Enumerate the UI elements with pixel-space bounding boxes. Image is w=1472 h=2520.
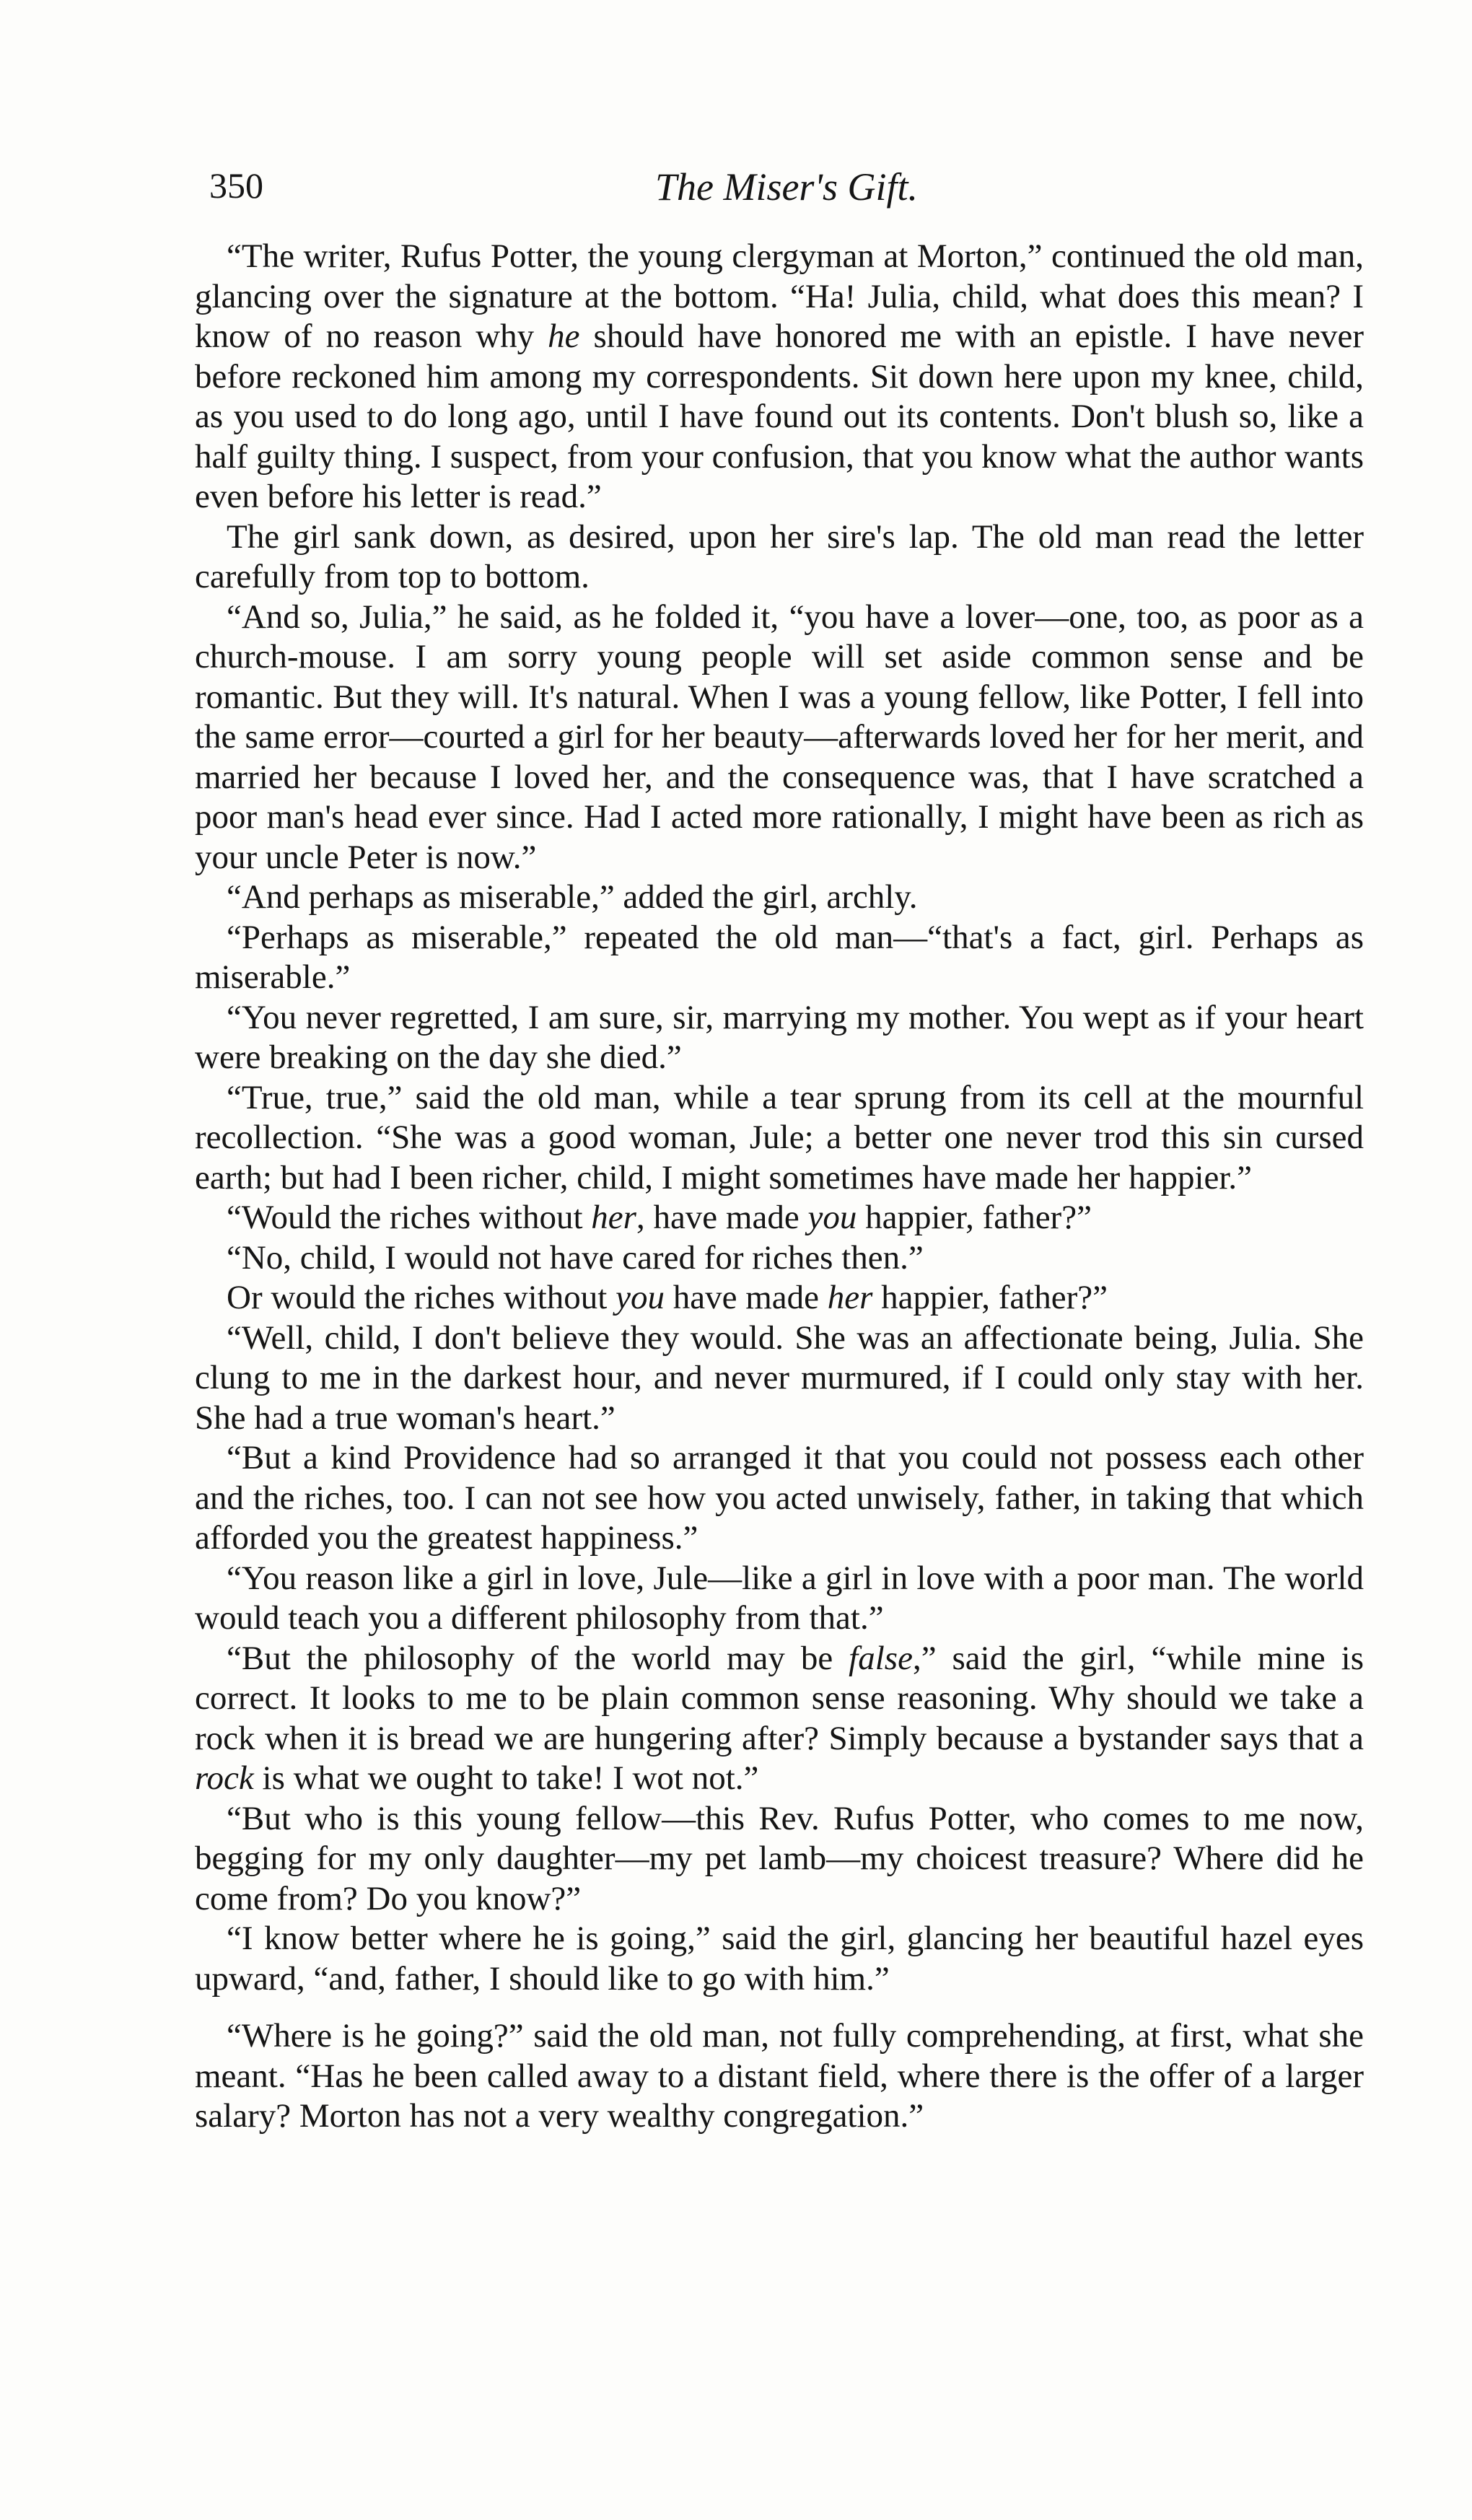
text-run: “You never regretted, I am sure, sir, marrying my mother. You wept as if your heart were breaking on the day she died.”: [195, 998, 1364, 1076]
text-run: “The writer, Rufus Potter, the young clergyman at Morton,” continued the old man, glancing over the signature at the bottom. “Ha! Julia, child, what does this mean? I know of no reason why: [195, 237, 1364, 355]
text-run: “Perhaps as miserable,” repeated the old man—“that's a fact, girl. Perhaps as miserable.”: [195, 918, 1364, 996]
emphasized-text: you: [807, 1199, 857, 1236]
text-run: “True, true,” said the old man, while a tear sprung from its cell at the mournful recollection. “She was a good woman, Jule; a better one never trod this sin cursed earth; but had I been richer, child, I might sometimes have made her happier.”: [195, 1078, 1364, 1196]
text-run: should have honored me with an epistle. I have never before reckoned him among my correspondents. Sit down here upon my knee, child, as you used to do long ago, until I have found out its contents. Don't blush so, like a half guilty thing. I suspect, from your confusion, that you know what the author wants even before his letter is read.”: [195, 318, 1364, 515]
text-run: have made: [664, 1279, 828, 1316]
running-head: [209, 165, 1364, 222]
emphasized-text: her: [591, 1199, 636, 1236]
page-number: 350: [209, 165, 263, 206]
text-run: “I know better where he is going,” said the girl, glancing her beautiful hazel eyes upward, “and, father, I should like to go with him.”: [195, 1920, 1364, 1998]
text-run: “You reason like a girl in love, Jule—like a girl in love with a poor man. The world would teach you a different philosophy from that.”: [195, 1559, 1364, 1637]
paragraph: [195, 1318, 1364, 1439]
text-run: happier, father?”: [872, 1279, 1108, 1316]
text-run: “Would the riches without: [227, 1199, 592, 1236]
paragraph: [195, 1919, 1364, 1999]
text-run: The girl sank down, as desired, upon her sire's lap. The old man read the letter carefully from top to bottom.: [195, 517, 1364, 595]
text-run: “Where is he going?” said the old man, not fully comprehending, at first, what she meant. “Has he been called away to a distant field, where there is the offer of a larger salary? Morton has not a very wealthy congregation.”: [195, 2017, 1364, 2135]
text-run: “But the philosophy of the world may be: [227, 1639, 849, 1677]
paragraph: [195, 1198, 1364, 1238]
text-run: “Well, child, I don't believe they would. She was an affectionate being, Julia. She clung to me in the darkest hour, and never murmured, if I could only stay with her. She had a true woman's heart.”: [195, 1318, 1364, 1437]
paragraph: [195, 1438, 1364, 1559]
text-run: , have made: [636, 1199, 808, 1236]
paragraph: [195, 998, 1364, 1078]
text-run: ,” said the girl, “while mine is correct. It looks to me to be plain common sense reasoning. Why should we take a rock when it is bread we are hungering after? Simply because a bystander says that a: [195, 1639, 1364, 1757]
text-run: “And perhaps as miserable,” added the girl, archly.: [227, 878, 918, 916]
paragraph: [195, 918, 1364, 998]
paragraph: [195, 878, 1364, 918]
text-run: “But a kind Providence had so arranged it that you could not possess each other and the riches, too. I can not see how you acted unwisely, father, in taking that which afforded you the greatest happiness.”: [195, 1439, 1364, 1557]
paragraph: [195, 237, 1364, 517]
paragraph: [195, 1559, 1364, 1639]
emphasized-text: he: [548, 318, 580, 355]
paragraph: [195, 1278, 1364, 1318]
paragraph: [195, 1639, 1364, 1799]
text-run: “But who is this young fellow—this Rev. Rufus Potter, who comes to me now, begging for my only daughter—my pet lamb—my choicest treasure? Where did he come from? Do you know?”: [195, 1799, 1364, 1917]
emphasized-text: false: [849, 1639, 913, 1677]
emphasized-text: you: [615, 1279, 665, 1316]
paragraph: [195, 1238, 1364, 1279]
emphasized-text: her: [827, 1279, 873, 1316]
paragraph: [195, 2016, 1364, 2137]
paragraph: [195, 598, 1364, 878]
text-run: is what we ought to take! I wot not.”: [253, 1759, 759, 1797]
text-run: “No, child, I would not have cared for riches then.”: [227, 1238, 924, 1277]
paragraph: [195, 517, 1364, 598]
text-run: happier, father?”: [857, 1199, 1092, 1236]
paragraph: [195, 1078, 1364, 1199]
body-text: [195, 237, 1364, 2137]
emphasized-text: rock: [195, 1759, 254, 1797]
text-run: Or would the riches without: [227, 1279, 616, 1316]
running-title: The Miser's Gift.: [654, 165, 919, 209]
paragraph: [195, 1799, 1364, 1920]
text-run: “And so, Julia,” he said, as he folded it, “you have a lover—one, too, as poor as a church-mouse. I am sorry young people will set aside common sense and be romantic. But they will. It's natural. When I was a young fellow, like Potter, I fell into the same error—courted a girl for her beauty—afterwards loved her for her merit, and married her because I loved her, and the consequence was, that I have scratched a poor man's head ever since. Had I acted more rationally, I might have been as rich as your uncle Peter is now.”: [195, 598, 1364, 876]
